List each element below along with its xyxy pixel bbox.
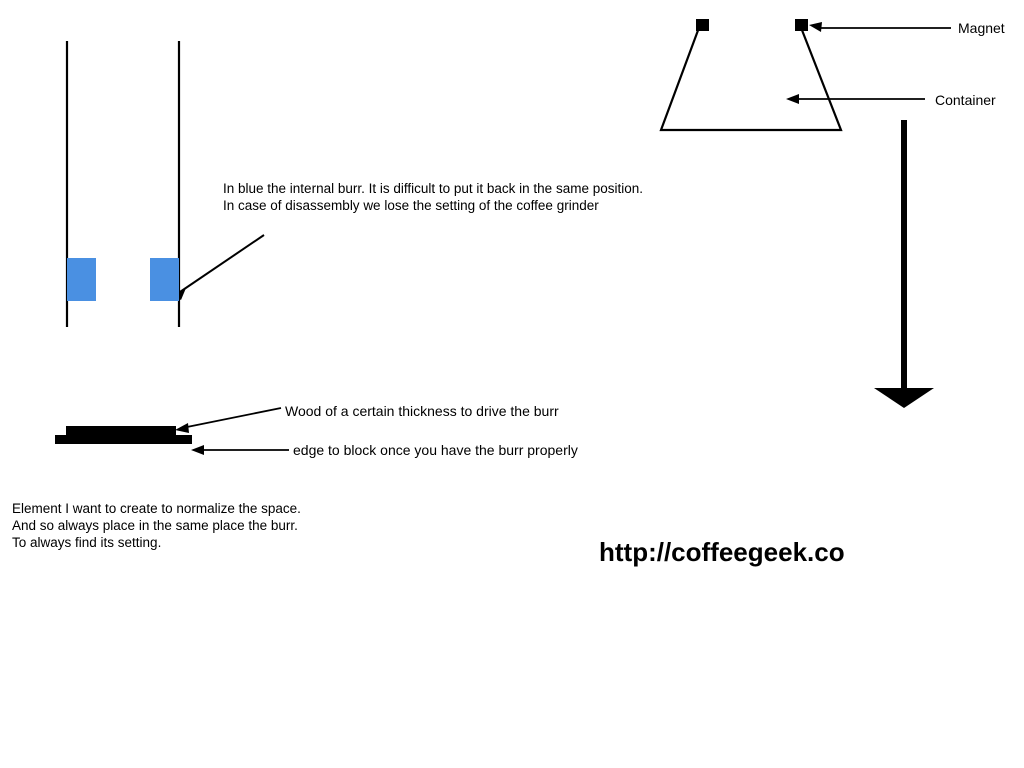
label-container: Container <box>935 92 996 108</box>
magnet-left <box>696 19 709 31</box>
bottom-note-line1: Element I want to create to normalize the space. <box>12 501 301 516</box>
burr-note-arrow-line <box>174 235 264 296</box>
container-outline <box>661 25 841 130</box>
wood-note-line <box>182 408 281 428</box>
wood-shim-bar <box>66 426 176 442</box>
bottom-note-line2: And so always place in the same place the burr. <box>12 518 298 533</box>
edge-note-arrow-head <box>191 445 204 455</box>
watermark-url: http://coffeegeek.co <box>599 537 845 567</box>
edge-note-text: edge to block once you have the burr properly <box>293 442 578 458</box>
magnet-right <box>795 19 808 31</box>
stand-base-triangle <box>874 388 934 408</box>
wood-note-text: Wood of a certain thickness to drive the burr <box>285 403 559 419</box>
burr-note-line1: In blue the internal burr. It is difficult to put it back in the same position. <box>223 181 643 196</box>
burr-note-line2: In case of disassembly we lose the setting of the coffee grinder <box>223 198 599 213</box>
bottom-note-line3: To always find its setting. <box>12 535 162 550</box>
wood-note-arrow-head <box>175 423 189 433</box>
magnet-label-arrow-head <box>809 22 822 32</box>
burr-block-right <box>150 258 179 301</box>
label-magnet: Magnet <box>958 20 1005 36</box>
burr-block-left <box>67 258 96 301</box>
container-label-arrow-head <box>786 94 799 104</box>
